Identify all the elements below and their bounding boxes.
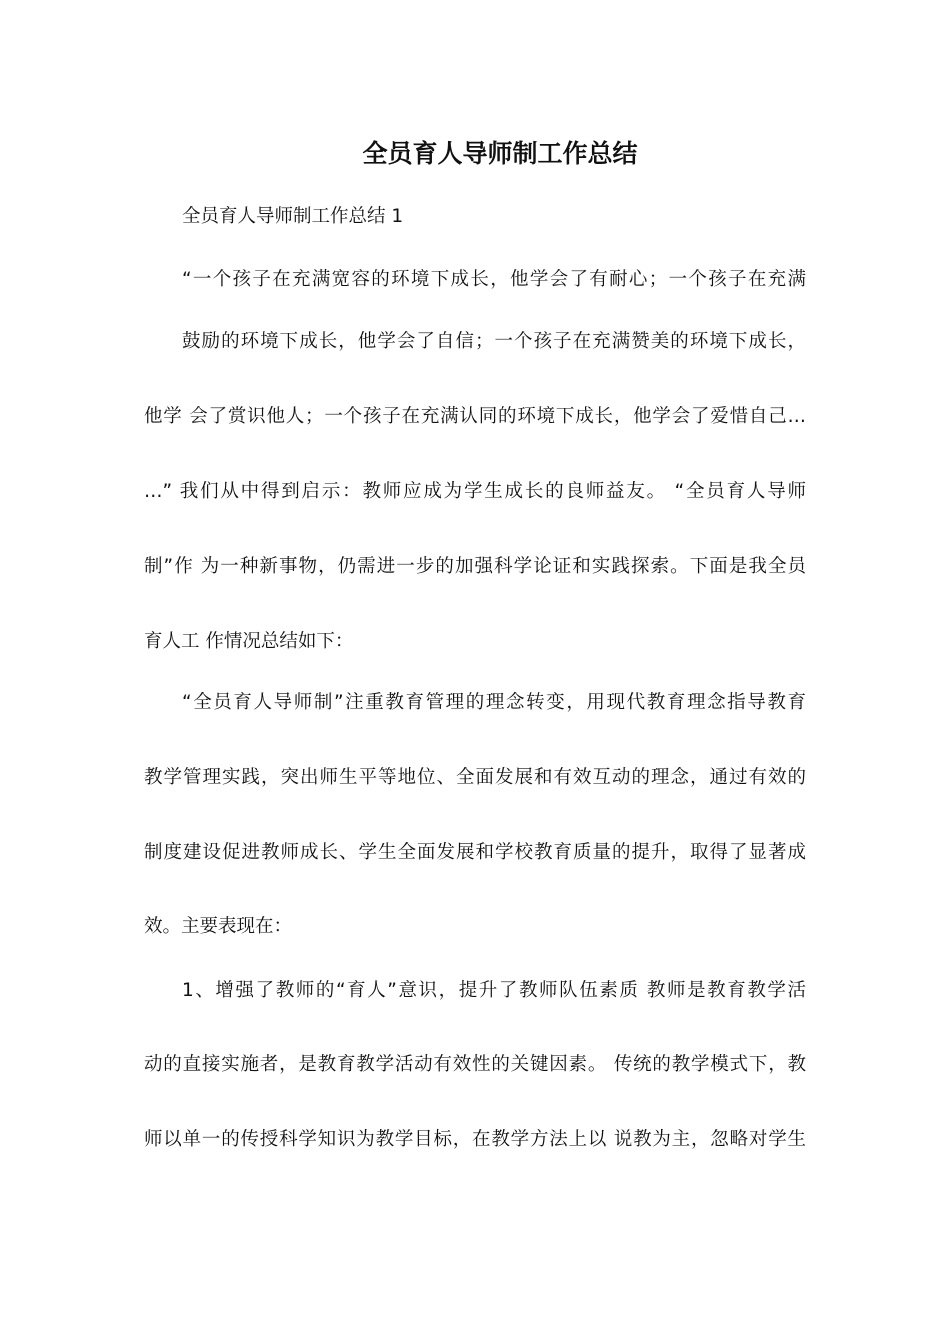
- paragraph-line: 效。主要表现在：: [144, 916, 293, 937]
- document-title: 全员育人导师制工作总结: [362, 139, 638, 168]
- paragraph-line: “全员育人导师制”注重教育管理的理念转变，用现代教育理念指导教育: [182, 692, 806, 713]
- paragraph-line: 育人工 作情况总结如下：: [144, 631, 354, 652]
- paragraph-line: “一个孩子在充满宽容的环境下成长，他学会了有耐心；一个孩子在充满: [182, 269, 806, 290]
- paragraph-line: 师以单一的传授科学知识为教学目标，在教学方法上以 说教为主，忽略对学生: [144, 1129, 806, 1150]
- section-heading: 全员育人导师制工作总结 1: [182, 206, 404, 227]
- paragraph-line: 制度建设促进教师成长、学生全面发展和学校教育质量的提升，取得了显著成: [144, 842, 806, 863]
- paragraph-line: …” 我们从中得到启示：教师应成为学生成长的良师益友。 “全员育人导师: [144, 481, 806, 502]
- paragraph-line: 他学 会了赏识他人；一个孩子在充满认同的环境下成长，他学会了爱惜自己…: [144, 406, 806, 427]
- paragraph-line: 动的直接实施者，是教育教学活动有效性的关键因素。 传统的教学模式下，教: [144, 1054, 806, 1075]
- paragraph-line: 教学管理实践，突出师生平等地位、全面发展和有效互动的理念，通过有效的: [144, 767, 806, 788]
- paragraph-line: 鼓励的环境下成长，他学会了自信；一个孩子在充满赞美的环境下成长，: [182, 331, 806, 352]
- paragraph-line: 1、增强了教师的“育人”意识，提升了教师队伍素质 教师是教育教学活: [182, 980, 806, 1001]
- paragraph-line: 制”作 为一种新事物，仍需进一步的加强科学论证和实践探索。下面是我全员: [144, 556, 806, 577]
